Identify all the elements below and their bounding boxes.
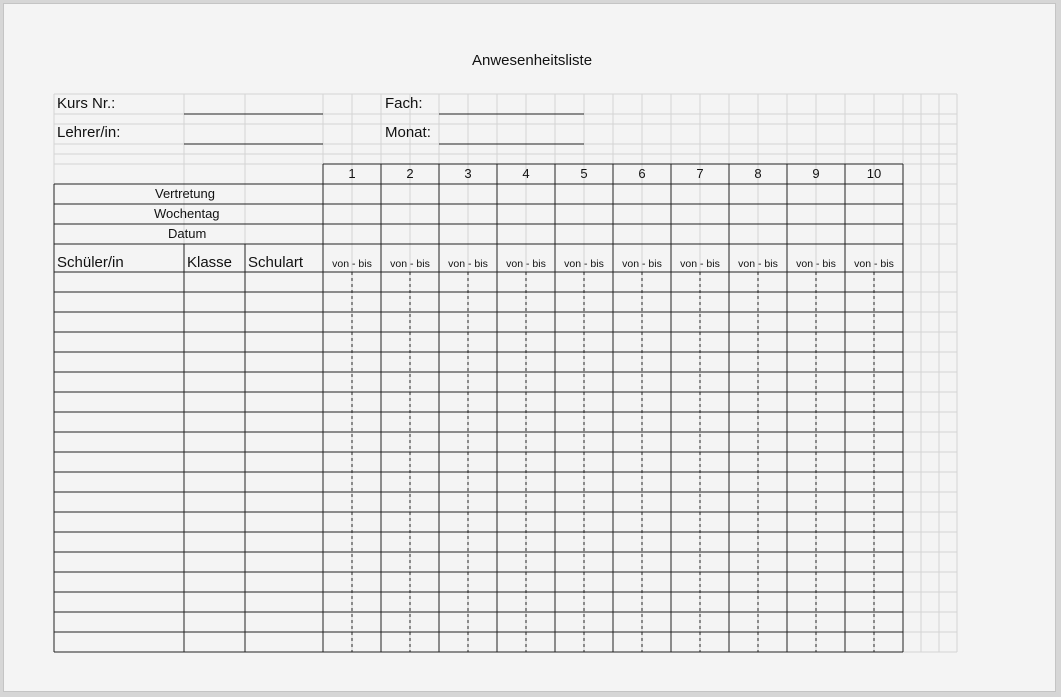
day-number: 1 (348, 166, 356, 181)
time-range-label: von - bis (506, 258, 546, 270)
day-number: 4 (522, 166, 530, 181)
column-header-schueler: Schüler/in (57, 254, 124, 271)
time-range-label: von - bis (622, 258, 662, 270)
day-number: 9 (812, 166, 820, 181)
table-grid (4, 4, 1057, 693)
row-label-wochentag: Wochentag (154, 206, 220, 221)
monat-label: Monat: (385, 124, 431, 141)
day-number: 10 (866, 166, 882, 181)
day-number: 8 (754, 166, 762, 181)
document-title: Anwesenheitsliste (472, 52, 593, 69)
lehrer-label: Lehrer/in: (57, 124, 121, 141)
column-header-klasse: Klasse (187, 254, 233, 271)
time-range-label: von - bis (332, 258, 372, 270)
column-header-schulart: Schulart (248, 254, 304, 271)
time-range-label: von - bis (564, 258, 604, 270)
fach-label: Fach: (385, 95, 423, 112)
time-range-label: von - bis (390, 258, 430, 270)
time-range-label: von - bis (738, 258, 778, 270)
day-number: 6 (638, 166, 646, 181)
kurs-nr-label: Kurs Nr.: (57, 95, 116, 112)
row-label-datum: Datum (168, 226, 207, 241)
day-number: 3 (464, 166, 472, 181)
time-range-label: von - bis (680, 258, 720, 270)
time-range-label: von - bis (796, 258, 836, 270)
row-label-vertretung: Vertretung (155, 186, 215, 201)
day-number: 5 (580, 166, 588, 181)
day-number: 2 (406, 166, 414, 181)
time-range-label: von - bis (854, 258, 894, 270)
day-number: 7 (696, 166, 704, 181)
attendance-sheet (3, 3, 1056, 692)
time-range-label: von - bis (448, 258, 488, 270)
